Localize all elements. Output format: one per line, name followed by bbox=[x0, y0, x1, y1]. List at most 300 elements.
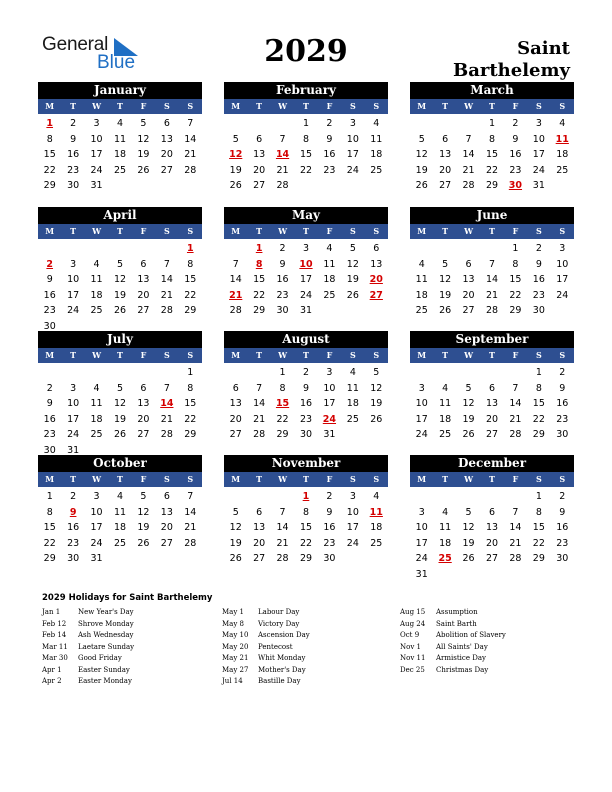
empty-day-cell bbox=[480, 241, 503, 257]
day-cell: 27 bbox=[485, 429, 499, 440]
day-cell: 14 bbox=[253, 398, 266, 409]
day-cell: 3 bbox=[326, 367, 333, 378]
day-cell: 6 bbox=[488, 382, 496, 394]
day-cell: 22 bbox=[509, 289, 522, 301]
holiday-name: Easter Sunday bbox=[78, 665, 130, 674]
empty-day-cell bbox=[108, 241, 131, 257]
holiday-date: May 27 bbox=[222, 665, 249, 674]
day-cell: 22 bbox=[485, 164, 499, 176]
day-cell: 9 bbox=[326, 506, 333, 518]
holiday-row bbox=[400, 630, 570, 642]
holiday-row bbox=[222, 653, 392, 665]
day-cell: 18 bbox=[323, 274, 336, 285]
month-december bbox=[410, 455, 574, 582]
holiday-date: Jan 1 bbox=[42, 608, 61, 616]
day-cell: 20 bbox=[439, 164, 452, 176]
holiday-date: May 1 bbox=[222, 608, 244, 616]
day-cell: 16 bbox=[67, 522, 80, 533]
day-cell: 12 bbox=[415, 149, 428, 160]
holiday-day-cell: 24 bbox=[322, 413, 337, 425]
weekday-label: W bbox=[464, 350, 474, 360]
month-header: September bbox=[410, 331, 574, 348]
holiday-row bbox=[222, 630, 392, 642]
weekday-label: S bbox=[559, 226, 566, 236]
day-cell: 22 bbox=[253, 289, 266, 301]
day-cell: 27 bbox=[137, 305, 150, 316]
day-cell: 13 bbox=[462, 274, 475, 285]
month-march bbox=[410, 82, 574, 194]
day-cell: 15 bbox=[532, 398, 545, 409]
day-cell: 26 bbox=[137, 164, 150, 176]
holiday-column bbox=[222, 607, 392, 688]
day-cell: 27 bbox=[137, 429, 150, 440]
day-cell: 8 bbox=[302, 506, 310, 518]
day-cell: 22 bbox=[299, 164, 313, 176]
day-cell: 30 bbox=[67, 553, 80, 564]
holiday-row bbox=[42, 653, 212, 665]
day-cell: 6 bbox=[442, 133, 449, 145]
day-cell: 29 bbox=[485, 180, 499, 191]
holiday-date: Aug 24 bbox=[400, 619, 426, 628]
weekday-label: T bbox=[489, 350, 495, 360]
day-cell: 17 bbox=[90, 522, 103, 533]
day-cell: 23 bbox=[532, 289, 545, 301]
holiday-row bbox=[400, 653, 570, 665]
day-cell: 2 bbox=[70, 118, 77, 129]
holiday-row bbox=[42, 676, 212, 688]
day-cell: 25 bbox=[90, 305, 103, 316]
weekday-label: S bbox=[373, 101, 380, 111]
empty-day-cell bbox=[271, 489, 294, 505]
day-cell: 22 bbox=[184, 413, 197, 425]
day-cell: 22 bbox=[532, 537, 545, 549]
day-cell: 3 bbox=[93, 118, 100, 129]
day-cell: 21 bbox=[184, 522, 197, 533]
day-cell: 13 bbox=[160, 506, 173, 518]
day-cell: 20 bbox=[137, 413, 150, 425]
day-cell: 26 bbox=[229, 180, 242, 191]
day-cell: 20 bbox=[485, 413, 499, 425]
day-cell: 18 bbox=[439, 537, 452, 549]
weekday-label: S bbox=[187, 101, 194, 111]
day-cell: 29 bbox=[532, 553, 545, 564]
day-cell: 1 bbox=[535, 367, 542, 378]
day-cell: 5 bbox=[442, 258, 449, 270]
holiday-day-cell: 1 bbox=[186, 243, 194, 254]
month-october bbox=[38, 455, 202, 567]
day-cell: 2 bbox=[70, 491, 77, 502]
day-cell: 7 bbox=[256, 382, 263, 394]
day-cell: 8 bbox=[187, 382, 194, 394]
day-cell: 20 bbox=[485, 537, 499, 549]
day-cell: 1 bbox=[535, 491, 542, 502]
day-cell: 16 bbox=[323, 522, 336, 533]
weekday-label: F bbox=[326, 101, 333, 111]
holiday-row bbox=[222, 665, 392, 677]
holiday-day-cell: 30 bbox=[508, 180, 523, 191]
empty-day-cell bbox=[457, 241, 480, 257]
day-cell: 8 bbox=[279, 382, 286, 394]
empty-day-cell bbox=[132, 241, 155, 257]
weekday-label: M bbox=[45, 474, 55, 484]
weekday-label: W bbox=[92, 474, 102, 484]
day-cell: 27 bbox=[485, 553, 499, 564]
day-cell: 13 bbox=[137, 398, 150, 409]
holiday-row bbox=[42, 619, 212, 631]
day-cell: 14 bbox=[462, 149, 475, 160]
day-cell: 21 bbox=[509, 413, 522, 425]
day-cell: 21 bbox=[276, 537, 289, 549]
holiday-name: Victory Day bbox=[258, 619, 300, 628]
holiday-name: Ascension Day bbox=[258, 631, 310, 639]
month-header: August bbox=[224, 331, 388, 348]
day-cell: 25 bbox=[113, 164, 127, 176]
day-cell: 16 bbox=[67, 149, 80, 160]
day-cell: 28 bbox=[253, 429, 266, 440]
day-cell: 23 bbox=[323, 164, 336, 176]
day-cell: 24 bbox=[532, 164, 545, 176]
empty-day-cell bbox=[410, 116, 433, 132]
day-cell: 2 bbox=[46, 382, 53, 394]
day-cell: 10 bbox=[346, 133, 359, 145]
empty-day-cell bbox=[410, 241, 433, 257]
weekday-label: S bbox=[535, 474, 542, 484]
weekday-label: W bbox=[92, 350, 102, 360]
day-cell: 23 bbox=[556, 537, 569, 549]
day-cell: 18 bbox=[113, 149, 127, 160]
empty-day-cell bbox=[457, 489, 480, 505]
day-cell: 23 bbox=[276, 289, 289, 301]
month-november bbox=[224, 455, 388, 567]
day-cell: 30 bbox=[323, 553, 336, 564]
weekday-label: M bbox=[417, 474, 427, 484]
day-cell: 20 bbox=[160, 149, 173, 160]
day-cell: 4 bbox=[373, 491, 380, 502]
holiday-row bbox=[42, 642, 212, 654]
day-cell: 20 bbox=[253, 164, 266, 176]
empty-day-cell bbox=[247, 365, 270, 381]
day-cell: 5 bbox=[232, 506, 239, 518]
weekday-label: S bbox=[373, 350, 380, 360]
day-cell: 8 bbox=[187, 258, 194, 270]
month-header: January bbox=[38, 82, 202, 99]
holiday-date: May 10 bbox=[222, 631, 249, 639]
weekday-header-row bbox=[224, 99, 388, 114]
weekday-label: T bbox=[303, 101, 309, 111]
month-header: March bbox=[410, 82, 574, 99]
holiday-name: Christmas Day bbox=[436, 665, 489, 674]
weekday-label: T bbox=[303, 474, 309, 484]
day-cell: 25 bbox=[323, 289, 336, 301]
day-cell: 6 bbox=[232, 382, 239, 394]
holiday-name: Saint Barth bbox=[436, 619, 477, 628]
day-cell: 29 bbox=[43, 180, 56, 191]
holiday-day-cell: 1 bbox=[255, 243, 263, 254]
day-cell: 10 bbox=[90, 133, 103, 145]
weekday-label: F bbox=[140, 101, 147, 111]
day-cell: 25 bbox=[439, 429, 452, 440]
day-cell: 2 bbox=[326, 491, 333, 502]
day-cell: 24 bbox=[90, 537, 103, 549]
day-cell: 26 bbox=[370, 413, 383, 425]
day-cell: 24 bbox=[415, 553, 428, 564]
holiday-row bbox=[222, 676, 392, 688]
day-cell: 6 bbox=[256, 133, 263, 145]
day-cell: 19 bbox=[346, 274, 359, 285]
weekday-label: S bbox=[163, 101, 170, 111]
holiday-date: May 21 bbox=[222, 654, 249, 662]
day-cell: 5 bbox=[140, 491, 147, 502]
weekday-label: F bbox=[326, 226, 333, 236]
day-cell: 16 bbox=[556, 522, 569, 533]
day-cell: 18 bbox=[439, 413, 452, 425]
weekday-label: S bbox=[373, 474, 380, 484]
day-cell: 25 bbox=[90, 429, 103, 440]
day-cell: 29 bbox=[276, 429, 289, 440]
day-cell: 29 bbox=[532, 429, 545, 440]
weekday-label: S bbox=[535, 350, 542, 360]
day-cell: 26 bbox=[462, 553, 475, 564]
weekday-label: S bbox=[535, 226, 542, 236]
empty-day-cell bbox=[224, 489, 247, 505]
month-september bbox=[410, 331, 574, 443]
page-title-year: 2029 bbox=[264, 34, 348, 69]
day-cell: 18 bbox=[370, 149, 383, 160]
weekday-label: W bbox=[464, 101, 474, 111]
day-cell: 17 bbox=[346, 522, 359, 533]
holiday-day-cell: 11 bbox=[555, 133, 569, 145]
weekday-label: T bbox=[70, 350, 77, 360]
day-cell: 31 bbox=[90, 553, 103, 564]
day-cell: 26 bbox=[415, 180, 428, 191]
day-cell: 4 bbox=[93, 382, 100, 394]
weekday-header-row bbox=[38, 224, 202, 239]
day-cell: 14 bbox=[509, 398, 522, 409]
day-cell: 4 bbox=[559, 118, 566, 129]
day-cell: 3 bbox=[349, 118, 356, 129]
empty-day-cell bbox=[132, 365, 155, 381]
weekday-label: T bbox=[442, 350, 449, 360]
day-cell: 23 bbox=[323, 537, 336, 549]
day-cell: 26 bbox=[137, 537, 150, 549]
holiday-date: Apr 2 bbox=[42, 677, 62, 685]
day-grid bbox=[38, 239, 202, 334]
day-cell: 27 bbox=[229, 429, 242, 440]
holiday-date: Apr 1 bbox=[42, 665, 62, 674]
day-cell: 26 bbox=[113, 429, 127, 440]
day-grid bbox=[410, 114, 574, 194]
empty-day-cell bbox=[85, 241, 108, 257]
day-cell: 23 bbox=[556, 413, 569, 425]
day-cell: 5 bbox=[465, 382, 472, 394]
month-header: June bbox=[410, 207, 574, 224]
day-cell: 31 bbox=[90, 180, 103, 191]
weekday-label: T bbox=[70, 474, 77, 484]
day-cell: 21 bbox=[184, 149, 197, 160]
weekday-label: S bbox=[559, 474, 566, 484]
day-cell: 17 bbox=[67, 289, 80, 301]
weekday-label: F bbox=[326, 350, 333, 360]
day-cell: 25 bbox=[370, 537, 383, 549]
holiday-name: Bastille Day bbox=[258, 677, 301, 685]
weekday-label: S bbox=[373, 226, 380, 236]
day-cell: 28 bbox=[509, 553, 522, 564]
day-cell: 7 bbox=[512, 506, 519, 518]
holiday-day-cell: 20 bbox=[369, 274, 383, 285]
weekday-label: S bbox=[349, 350, 356, 360]
day-cell: 14 bbox=[184, 506, 197, 518]
day-cell: 16 bbox=[323, 149, 336, 160]
weekday-label: F bbox=[140, 350, 147, 360]
day-cell: 21 bbox=[462, 164, 475, 176]
empty-day-cell bbox=[271, 116, 294, 132]
day-cell: 18 bbox=[90, 289, 103, 301]
day-cell: 4 bbox=[442, 506, 449, 518]
day-cell: 18 bbox=[113, 522, 127, 533]
day-cell: 16 bbox=[299, 398, 313, 409]
holiday-row bbox=[400, 642, 570, 654]
day-cell: 1 bbox=[187, 367, 194, 378]
day-cell: 12 bbox=[113, 398, 127, 409]
day-cell: 14 bbox=[485, 274, 499, 285]
weekday-label: S bbox=[187, 226, 194, 236]
day-cell: 13 bbox=[253, 522, 266, 533]
weekday-label: S bbox=[349, 226, 356, 236]
day-cell: 4 bbox=[116, 491, 124, 502]
day-cell: 17 bbox=[556, 274, 569, 285]
day-cell: 29 bbox=[299, 553, 313, 564]
day-cell: 10 bbox=[67, 274, 80, 285]
holiday-date: Dec 25 bbox=[400, 665, 425, 674]
weekday-label: T bbox=[303, 226, 309, 236]
day-cell: 17 bbox=[415, 537, 428, 549]
empty-day-cell bbox=[224, 116, 247, 132]
weekday-label: T bbox=[70, 101, 77, 111]
day-cell: 30 bbox=[556, 429, 569, 440]
day-cell: 13 bbox=[370, 258, 383, 270]
weekday-label: F bbox=[512, 350, 519, 360]
day-cell: 14 bbox=[160, 274, 173, 285]
day-cell: 17 bbox=[67, 413, 80, 425]
day-cell: 30 bbox=[276, 305, 289, 316]
weekday-label: S bbox=[187, 474, 194, 484]
day-cell: 20 bbox=[229, 413, 242, 425]
day-cell: 3 bbox=[349, 491, 356, 502]
logo bbox=[42, 34, 142, 72]
day-cell: 12 bbox=[113, 274, 127, 285]
day-cell: 2 bbox=[535, 243, 542, 254]
day-cell: 18 bbox=[556, 149, 569, 160]
holiday-name: Armistice Day bbox=[436, 654, 486, 662]
holiday-date: Nov 1 bbox=[400, 642, 421, 651]
holiday-date: Jul 14 bbox=[222, 677, 243, 685]
day-cell: 5 bbox=[140, 118, 147, 129]
holiday-name: New Year's Day bbox=[78, 608, 134, 616]
day-cell: 6 bbox=[163, 118, 170, 129]
day-cell: 8 bbox=[302, 133, 310, 145]
day-cell: 9 bbox=[302, 382, 310, 394]
holiday-day-cell: 2 bbox=[46, 258, 54, 270]
weekday-label: T bbox=[117, 226, 123, 236]
weekday-label: T bbox=[117, 101, 123, 111]
day-cell: 3 bbox=[70, 382, 77, 394]
month-april bbox=[38, 207, 202, 334]
day-cell: 15 bbox=[43, 149, 56, 160]
day-cell: 30 bbox=[556, 553, 569, 564]
day-cell: 8 bbox=[535, 506, 542, 518]
day-cell: 8 bbox=[488, 133, 496, 145]
month-header: November bbox=[224, 455, 388, 472]
holiday-date: May 20 bbox=[222, 642, 249, 651]
month-header: February bbox=[224, 82, 388, 99]
weekday-label: F bbox=[512, 226, 519, 236]
day-cell: 7 bbox=[279, 133, 286, 145]
day-cell: 18 bbox=[415, 289, 428, 301]
weekday-label: S bbox=[535, 101, 542, 111]
day-cell: 9 bbox=[70, 133, 77, 145]
day-cell: 22 bbox=[43, 537, 56, 549]
day-cell: 28 bbox=[462, 180, 475, 191]
weekday-label: T bbox=[442, 474, 449, 484]
day-cell: 15 bbox=[509, 274, 522, 285]
empty-day-cell bbox=[433, 116, 456, 132]
day-cell: 28 bbox=[276, 180, 289, 191]
day-cell: 23 bbox=[43, 305, 56, 316]
holiday-name: Labour Day bbox=[258, 608, 300, 616]
day-cell: 10 bbox=[346, 506, 359, 518]
day-cell: 28 bbox=[160, 305, 173, 316]
day-cell: 19 bbox=[113, 289, 127, 301]
weekday-label: S bbox=[163, 350, 170, 360]
day-cell: 16 bbox=[556, 398, 569, 409]
day-cell: 24 bbox=[67, 429, 80, 440]
day-cell: 29 bbox=[253, 305, 266, 316]
day-cell: 6 bbox=[256, 506, 263, 518]
day-cell: 11 bbox=[113, 133, 127, 145]
weekday-label: M bbox=[45, 226, 55, 236]
day-cell: 13 bbox=[229, 398, 242, 409]
empty-day-cell bbox=[108, 365, 131, 381]
empty-day-cell bbox=[433, 241, 456, 257]
day-cell: 4 bbox=[93, 258, 100, 270]
day-cell: 31 bbox=[67, 444, 80, 456]
day-cell: 9 bbox=[559, 506, 566, 518]
day-cell: 15 bbox=[299, 149, 313, 160]
holiday-day-cell: 14 bbox=[160, 398, 174, 409]
day-cell: 20 bbox=[253, 537, 266, 549]
day-grid bbox=[410, 487, 574, 582]
day-cell: 29 bbox=[43, 553, 56, 564]
day-grid bbox=[38, 114, 202, 194]
day-grid bbox=[410, 239, 574, 319]
day-cell: 23 bbox=[43, 429, 56, 440]
weekday-header-row bbox=[410, 348, 574, 363]
day-cell: 25 bbox=[370, 164, 383, 176]
weekday-label: W bbox=[278, 474, 288, 484]
day-cell: 14 bbox=[276, 522, 289, 533]
holiday-column bbox=[42, 607, 212, 688]
day-cell: 9 bbox=[46, 398, 53, 409]
weekday-label: M bbox=[417, 101, 427, 111]
month-header: October bbox=[38, 455, 202, 472]
day-cell: 24 bbox=[346, 537, 359, 549]
holiday-row bbox=[222, 642, 392, 654]
empty-day-cell bbox=[224, 241, 247, 257]
day-grid bbox=[38, 363, 202, 458]
weekday-header-row bbox=[38, 348, 202, 363]
day-cell: 7 bbox=[512, 382, 519, 394]
day-cell: 10 bbox=[415, 398, 428, 409]
